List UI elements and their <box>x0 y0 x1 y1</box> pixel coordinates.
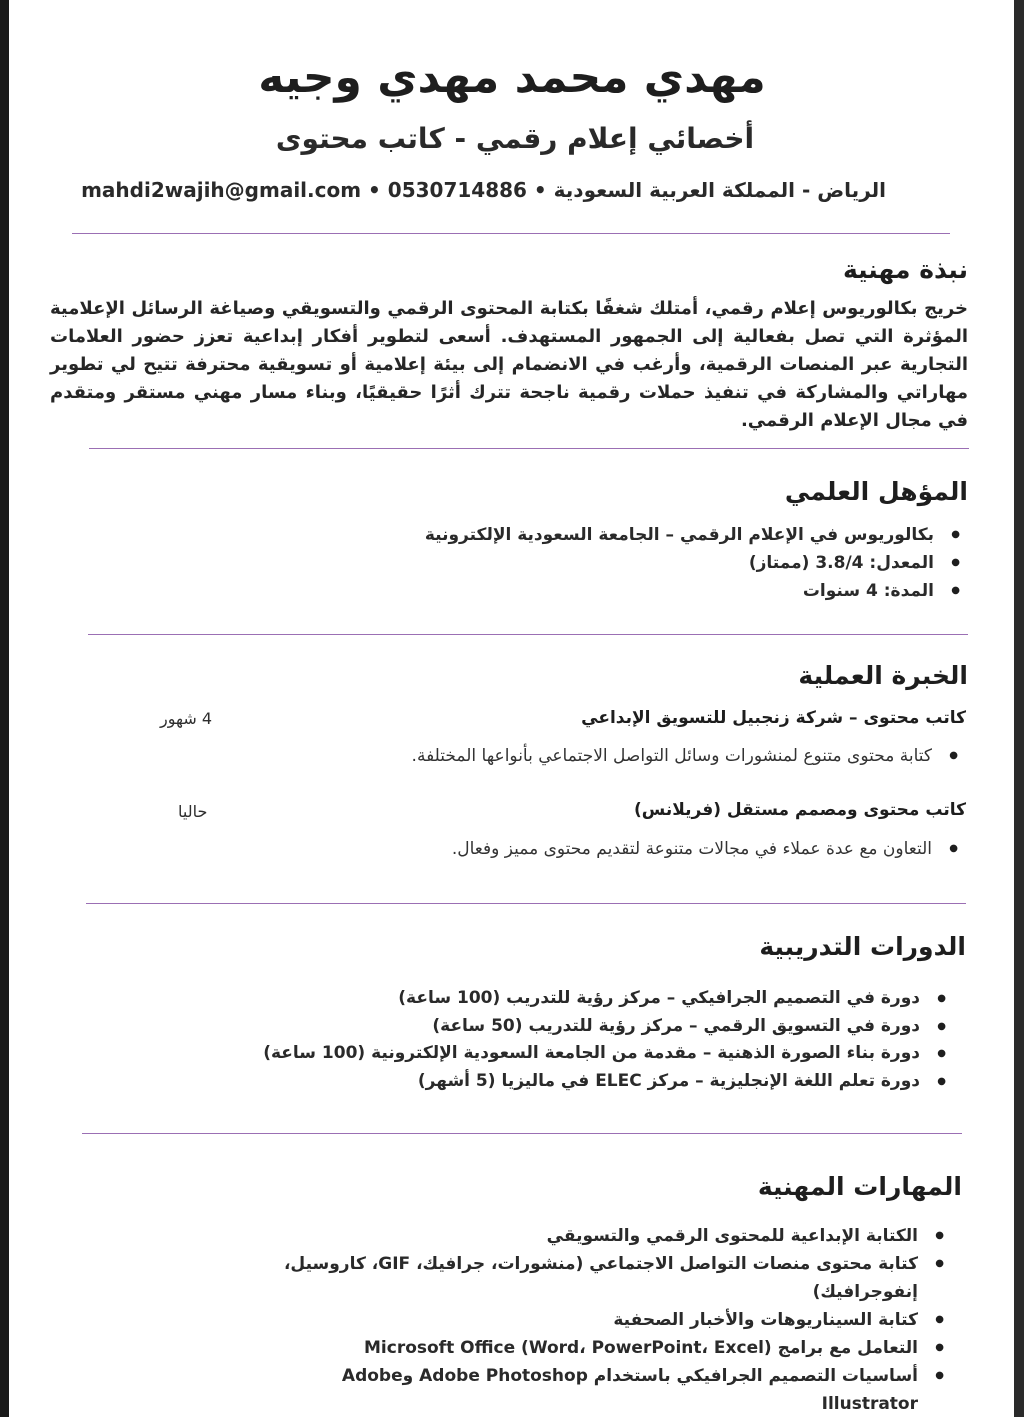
list-item: ● كتابة السيناريوهات والأخبار الصحفية <box>282 1306 952 1334</box>
education-divider <box>88 634 968 635</box>
experience-divider <box>86 903 966 904</box>
contact-line: الرياض - المملكة العربية السعودية • 0530714886 • mahdi2wajih@gmail.com <box>81 178 886 202</box>
job-points-1 <box>266 742 966 770</box>
list-item: ● دورة تعلم اللغة الإنجليزية – مركز ELEC في ماليزيا (5 أشهر) <box>254 1068 954 1096</box>
skills-list <box>282 1222 952 1418</box>
list-item: ● أساسيات التصميم الجرافيكي باستخدام Adobe Photoshop وAdobe Illustrator <box>282 1362 952 1418</box>
summary-heading: نبذة مهنية <box>842 255 968 284</box>
job-title: أخصائي إعلام رقمي - كاتب محتوى <box>275 122 755 155</box>
job-duration-1: 4 شهور <box>160 709 213 728</box>
list-item: ● كتابة محتوى متنوع لمنشورات وسائل التواصل الاجتماعي بأنواعها المختلفة. <box>266 742 966 770</box>
list-item: ● كتابة محتوى منصات التواصل الاجتماعي (منشورات، جرافيك، GIF، كاروسيل، إنفوجرافيك) <box>282 1250 952 1306</box>
experience-heading: الخبرة العملية <box>798 661 968 690</box>
list-item: ● المدة: 4 سنوات <box>268 577 968 605</box>
list-item: ● دورة بناء الصورة الذهنية – مقدمة من الجامعة السعودية الإلكترونية (100 ساعة) <box>254 1040 954 1068</box>
right-page-edge <box>1014 0 1024 1417</box>
list-item: ● دورة في التصميم الجرافيكي – مركز رؤية للتدريب (100 ساعة) <box>254 985 954 1013</box>
job-title-2: كاتب محتوى ومصمم مستقل (فريلانس) <box>634 800 966 820</box>
courses-heading: الدورات التدريبية <box>759 932 966 961</box>
left-page-edge <box>0 0 9 1417</box>
skills-heading: المهارات المهنية <box>757 1172 962 1201</box>
resume-name: مهدي محمد مهدي وجيه <box>258 52 766 103</box>
header-divider <box>72 233 950 234</box>
list-item: ● دورة في التسويق الرقمي – مركز رؤية للتدريب (50 ساعة) <box>254 1013 954 1041</box>
courses-divider <box>82 1133 962 1134</box>
courses-list <box>254 985 954 1095</box>
list-item: ● بكالوريوس في الإعلام الرقمي – الجامعة السعودية الإلكترونية <box>268 521 968 549</box>
summary-divider <box>89 448 969 449</box>
list-item: ● الكتابة الإبداعية للمحتوى الرقمي والتسويقي <box>282 1222 952 1250</box>
list-item: ● المعدل: 3.8/4 (ممتاز) <box>268 549 968 577</box>
summary-text: خريج بكالوريوس إعلام رقمي، أمتلك شغفًا بكتابة المحتوى الرقمي والتسويقي وصياغة الرسائل الإعلامية المؤثرة التي تصل بفعالية إلى الجمهور المستهدف. أسعى لتطوير أفكار إبداعية تعزز حضور العلامات التجارية عبر المنصات الرقمية، وأرغب في الانضمام إلى بيئة إعلامية أو تسويقية محترفة تتيح لي تطوير مهاراتي والمشاركة في تنفيذ حملات رقمية ناجحة تترك أثرًا حقيقيًا، وبناء مسار مهني مستقر ومتقدم في مجال الإعلام الرقمي. <box>50 298 968 431</box>
list-item: ● التعاون مع عدة عملاء في مجالات متنوعة لتقديم محتوى مميز وفعال. <box>266 835 966 863</box>
job-duration-2: حاليا <box>178 802 208 821</box>
job-title-1: كاتب محتوى – شركة زنجبيل للتسويق الإبداعي <box>581 708 966 728</box>
list-item: ● التعامل مع برامج Microsoft Office (Word، PowerPoint، Excel) <box>282 1334 952 1362</box>
education-heading: المؤهل العلمي <box>784 477 968 506</box>
education-list <box>268 521 968 605</box>
job-points-2 <box>266 835 966 863</box>
